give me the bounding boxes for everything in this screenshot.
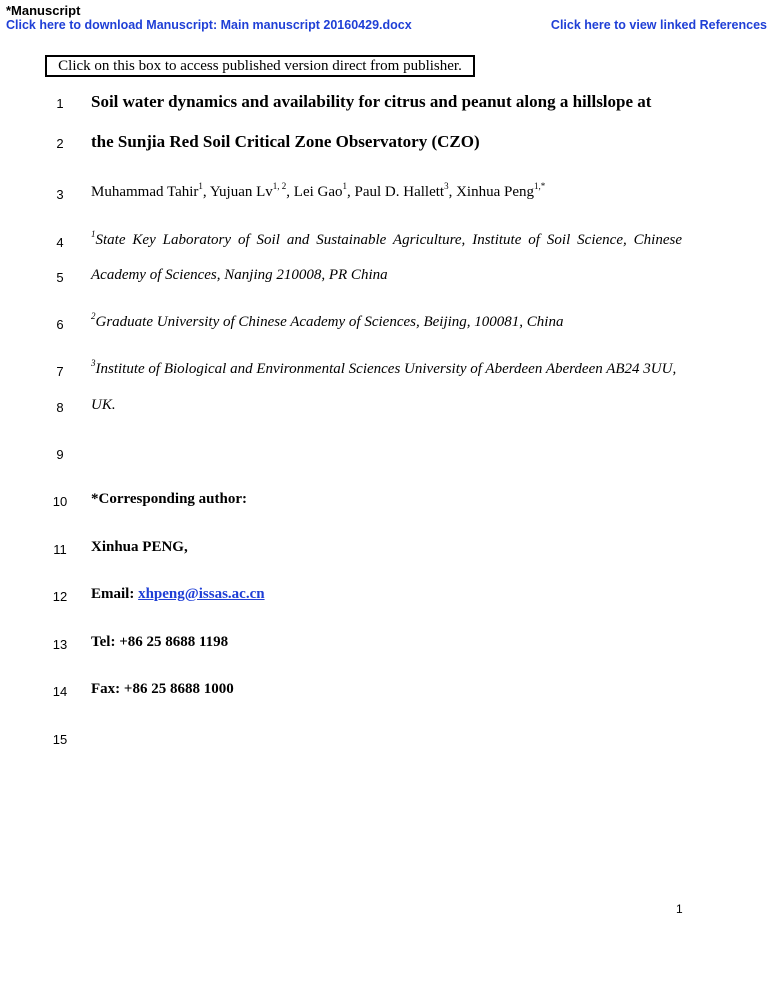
affiliation-3-line-1: [91, 358, 677, 378]
affiliation-mark: 1: [91, 229, 96, 239]
email-link[interactable]: xhpeng@issas.ac.cn: [138, 586, 265, 602]
affiliation-mark: 2: [91, 311, 96, 321]
author-separator: ,: [286, 184, 294, 200]
corresponding-fax: Fax: +86 25 8688 1000: [91, 681, 234, 697]
author-affiliation-mark: 1, 2: [272, 181, 287, 191]
line-number: 7: [56, 364, 64, 379]
author-affiliation-mark: 1,*: [534, 181, 546, 191]
affiliation-text: State Key Laboratory of Soil and Sustainable Agriculture, Institute of Soil Science, Chinese: [95, 232, 682, 248]
page-number: 1: [676, 902, 683, 916]
author-separator: ,: [202, 184, 210, 200]
paper-title-line-2: the Sunjia Red Soil Critical Zone Observatory (CZO): [91, 132, 480, 151]
affiliation-text: Graduate University of Chinese Academy of Sciences, Beijing, 100081, China: [95, 314, 564, 330]
author-name: Muhammad Tahir: [91, 184, 199, 200]
line-number: 12: [52, 589, 68, 604]
affiliation-mark: 3: [91, 358, 96, 368]
linked-references-link[interactable]: Click here to view linked References: [550, 18, 767, 32]
line-number: 15: [52, 732, 68, 747]
corresponding-email: [91, 586, 265, 603]
line-number: 11: [53, 542, 67, 557]
manuscript-tag: *Manuscript: [6, 3, 81, 18]
line-number: 8: [56, 400, 64, 415]
author-name: Xinhua Peng: [456, 184, 535, 200]
author-name: Lei Gao: [293, 184, 343, 200]
author-separator: ,: [448, 184, 457, 200]
email-label: Email:: [91, 586, 139, 602]
publisher-access-box[interactable]: Click on this box to access published version direct from publisher.: [45, 55, 475, 77]
line-number: 6: [56, 317, 64, 332]
affiliation-3-line-2: UK.: [91, 397, 116, 413]
affiliation-text: Institute of Biological and Environmental Sciences University of Aberdeen Aberdeen AB24 3UU,: [95, 361, 677, 377]
corresponding-author-name: Xinhua PENG,: [91, 539, 188, 555]
line-number: 5: [56, 270, 64, 285]
line-number: 3: [56, 187, 64, 202]
line-number: 1: [56, 96, 64, 111]
author-affiliation-mark: 1: [198, 181, 203, 191]
affiliation-1-line-1: [91, 229, 682, 249]
line-number: 9: [56, 447, 64, 462]
author-separator: ,: [347, 184, 355, 200]
corresponding-author-heading: *Corresponding author:: [91, 491, 247, 507]
paper-title-line-1: Soil water dynamics and availability for citrus and peanut along a hillslope at: [91, 92, 652, 111]
author-list: [91, 181, 546, 201]
line-number: 2: [56, 136, 64, 151]
author-affiliation-mark: 3: [444, 181, 449, 191]
author-affiliation-mark: 1: [342, 181, 348, 191]
line-number: 14: [52, 684, 68, 699]
line-number: 13: [52, 637, 68, 652]
corresponding-tel: Tel: +86 25 8688 1198: [91, 634, 229, 650]
author-name: Paul D. Hallett: [354, 184, 445, 200]
line-number: 10: [52, 494, 68, 509]
affiliation-2: [91, 311, 564, 331]
line-number: 4: [56, 235, 64, 250]
download-manuscript-link[interactable]: Click here to download Manuscript: Main manuscript 20160429.docx: [6, 18, 412, 32]
author-name: Yujuan Lv: [209, 184, 273, 200]
affiliation-1-line-2: Academy of Sciences, Nanjing 210008, PR China: [91, 267, 388, 283]
